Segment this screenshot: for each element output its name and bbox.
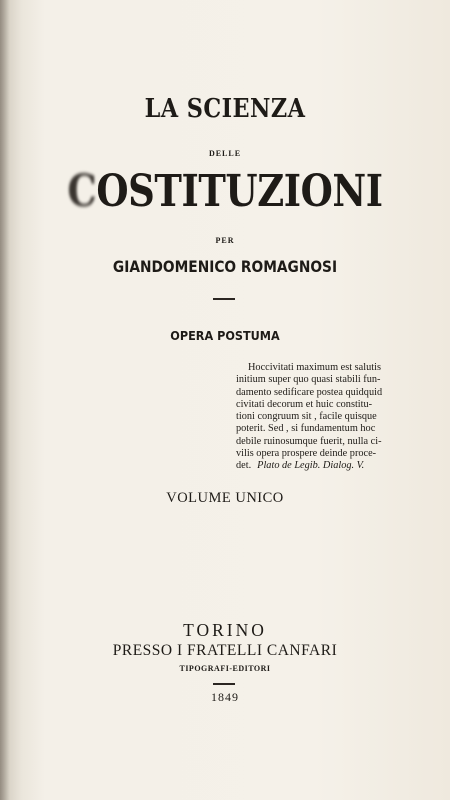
imprint-publisher: PRESSO I FRATELLI CANFARI [112, 642, 338, 659]
epigraph-line: Hoccivitati maximum est salutis [248, 362, 381, 373]
epigraph-line: det. [236, 460, 252, 472]
epigraph-line: poterit. Sed , si fundamentum hoc [236, 423, 376, 435]
by-connector: PER [215, 236, 235, 245]
imprint-publisher-role: TIPOGRAFI-EDITORI [179, 664, 271, 673]
binding-shadow [0, 0, 10, 800]
epigraph-line: damento sedificare postea quidquid [236, 386, 383, 398]
epigraph-line: debile ruinosumque fuerit, nulla ci- [236, 435, 382, 447]
imprint-divider-rule [213, 683, 235, 685]
author-name: GIANDOMENICO ROMAGNOSI [112, 257, 338, 276]
epigraph [236, 362, 406, 473]
epigraph-line: tioni congruum sit , facile quisque [236, 411, 377, 423]
imprint-year: 1849 [211, 690, 239, 704]
imprint-city: TORINO [183, 620, 267, 640]
subtitle: OPERA POSTUMA [170, 328, 280, 343]
epigraph-last-line [236, 460, 406, 472]
divider-rule [213, 298, 235, 300]
epigraph-line: initium super quo quasi stabili fun- [236, 374, 381, 386]
title-connector-delle: DELLE [208, 149, 242, 158]
volume-label: VOLUME UNICO [166, 490, 284, 506]
title-initial-blurred: C [67, 166, 97, 217]
title-line-2-rest: OSTITUZIONI [96, 166, 383, 217]
epigraph-line: civitati decorum et huic constitu- [236, 398, 373, 410]
title-line-2 [36, 166, 414, 217]
title-line-1: LA SCIENZA [144, 94, 306, 124]
epigraph-citation: Plato de Legib. Dialog. V. [257, 460, 365, 472]
epigraph-line: vilis opera prospere deinde proce- [236, 448, 377, 460]
